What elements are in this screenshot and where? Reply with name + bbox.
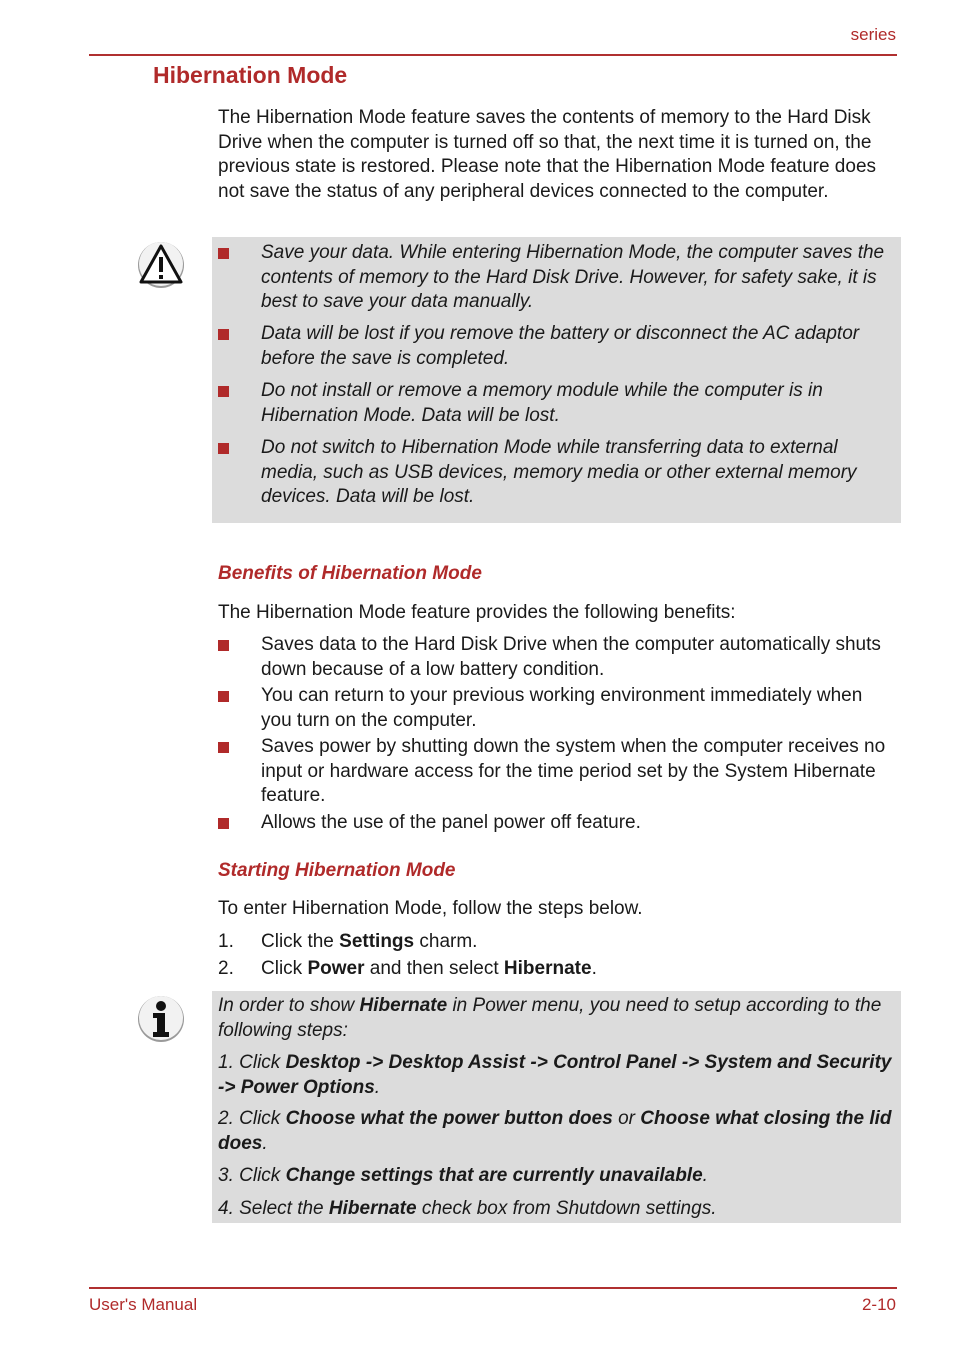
- info-intro: In order to show Hibernate in Power menu, you need to setup according to the following steps:: [218, 995, 882, 1041]
- header-series: series: [850, 25, 896, 44]
- benefits-lead: The Hibernation Mode feature provides the following benefits:: [218, 602, 736, 623]
- warning-item: Do not switch to Hibernation Mode while transferring data to external media, such as USB devices, memory media or other external memory devices. Data will be lost.: [261, 437, 857, 507]
- step-number: 2.: [218, 958, 234, 979]
- starting-heading: Starting Hibernation Mode: [218, 860, 456, 881]
- intro-paragraph: The Hibernation Mode feature saves the contents of memory to the Hard Disk Drive when the computer is turned off so that, the next time it is turned on, the previous state is restored. Please note that the Hibernation Mode feature does not save the status of any peripheral devices connected to the computer.: [218, 107, 877, 202]
- settings-charm-label: Settings: [339, 931, 415, 952]
- benefits-heading: Benefits of Hibernation Mode: [218, 563, 482, 584]
- warning-item: Data will be lost if you remove the battery or disconnect the AC adaptor before the save is completed.: [261, 323, 860, 369]
- bullet-marker: [218, 443, 229, 454]
- benefit-item: You can return to your previous working environment immediately when you turn on the computer.: [261, 685, 863, 731]
- benefit-item: Saves power by shutting down the system when the computer receives no input or hardware access for the time period set by the System Hibernate feature.: [261, 736, 886, 806]
- benefit-item: Allows the use of the panel power off feature.: [261, 812, 641, 833]
- page-number: 2-10: [861, 1295, 896, 1314]
- warning-item: Do not install or remove a memory module while the computer is in Hibernation Mode. Data will be lost.: [261, 380, 823, 426]
- bullet-marker: [218, 742, 229, 753]
- header-rule: [89, 54, 897, 56]
- info-step-4: 4. Select the Hibernate check box from Shutdown settings.: [218, 1198, 717, 1219]
- footer-rule: [89, 1287, 897, 1289]
- bullet-marker: [218, 248, 229, 259]
- info-step-1: 1. Click Desktop -> Desktop Assist -> Control Panel -> System and Security -> Power Options.: [218, 1052, 892, 1098]
- step-number: 1.: [218, 931, 234, 952]
- benefit-item: Saves data to the Hard Disk Drive when the computer automatically shuts down because of a low battery condition.: [261, 634, 881, 680]
- bullet-marker: [218, 386, 229, 397]
- info-step-3: 3. Click Change settings that are currently unavailable.: [218, 1165, 708, 1186]
- bullet-marker: [218, 691, 229, 702]
- warning-item: Save your data. While entering Hibernation Mode, the computer saves the contents of memory to the Hard Disk Drive. However, for safety sake, it is best to save your data manually.: [261, 242, 885, 312]
- power-label: Power: [307, 958, 365, 979]
- footer-manual-label: User's Manual: [89, 1295, 198, 1314]
- warning-triangle-icon: [136, 240, 186, 290]
- bullet-marker: [218, 640, 229, 651]
- bullet-marker: [218, 818, 229, 829]
- page-title: Hibernation Mode: [153, 62, 348, 88]
- info-icon: [136, 994, 186, 1044]
- hibernate-label: Hibernate: [503, 958, 592, 979]
- bullet-marker: [218, 329, 229, 340]
- info-step-2: 2. Click Choose what the power button does or Choose what closing the lid does.: [218, 1108, 892, 1154]
- starting-lead: To enter Hibernation Mode, follow the steps below.: [218, 898, 643, 919]
